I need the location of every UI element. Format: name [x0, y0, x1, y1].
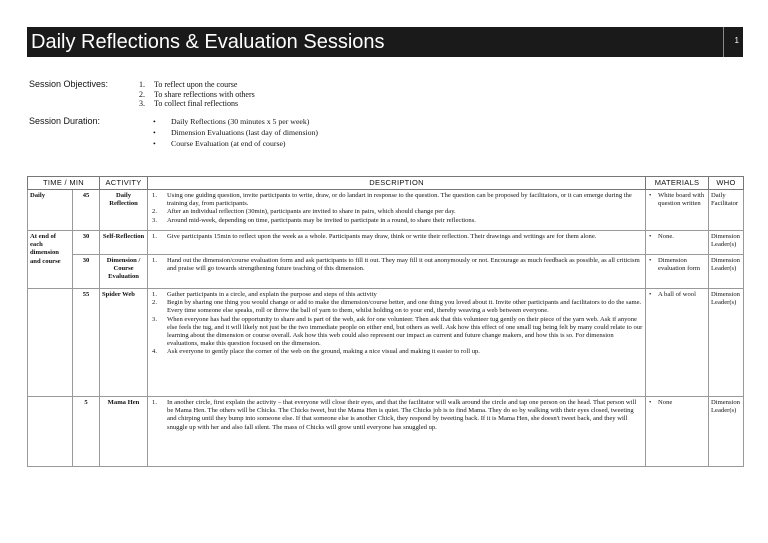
materials-cell [646, 255, 709, 289]
table-header-row [28, 177, 744, 190]
list-item: • None [648, 399, 706, 407]
activity-cell: Mama Hen [100, 397, 148, 467]
table-row [28, 190, 744, 231]
description-cell [148, 289, 646, 397]
description-cell [148, 255, 646, 289]
time-cell [28, 397, 73, 467]
time-cell: At end of each dimension and course [28, 231, 73, 289]
time-cell [28, 289, 73, 397]
activity-cell: Spider Web [100, 289, 148, 397]
col-header-materials: MATERIALS [646, 177, 709, 190]
list-item: 4. Ask everyone to gently place the corner of the web on the ground, making a nice visual and making it easier to roll up. [152, 348, 480, 356]
description-cell [148, 397, 646, 467]
list-item: 3. When everyone has had the opportunity to share and is part of the web, ask for one volunteer. Then ask that this volunteer tug gently on their piece of the yarn web. Ask if anyone else feels the tug, and it will likely not just be the two immediate people on either end, but others as well. Ask how this effect of one small tug being felt by many could relate to our learning about the dimension or course overall. Ask how this web could also represent our impact as current and future change makers, and how this is so. For dimension evaluations, make this question focused on the dimension. [152, 315, 643, 348]
objectives-list [139, 80, 255, 109]
list-item: • Course Evaluation (at end of course) [153, 138, 318, 149]
materials-cell [646, 231, 709, 255]
minutes-cell: 45 [73, 190, 100, 231]
banner-divider [723, 27, 724, 57]
table-row [28, 255, 744, 289]
activity-cell: Dimension / Course Evaluation [100, 255, 148, 289]
materials-cell [646, 397, 709, 467]
materials-cell [646, 190, 709, 231]
list-item: • Daily Reflections (30 minutes x 5 per week) [153, 116, 318, 127]
list-item: 1. Hand out the dimension/course evaluation form and ask participants to fill it out. They may fill it out anonymously or not. Encourage as much feedback as possible, as all criticism and praise will go towards strengthening future teaching of this dimension. [152, 257, 640, 273]
duration-label: Session Duration: [29, 116, 101, 126]
minutes-cell: 30 [73, 255, 100, 289]
col-header-activity: ACTIVITY [100, 177, 148, 190]
col-header-who: WHO [709, 177, 744, 190]
minutes-cell: 55 [73, 289, 100, 397]
who-cell: Dimension Leader(s) [709, 231, 744, 255]
materials-cell [646, 289, 709, 397]
who-cell: Daily Facilitator [709, 190, 744, 231]
list-item: 2. After an individual reflection (30min), participants are invited to share in pairs, which should change per day. [152, 208, 456, 216]
who-cell: Dimension Leader(s) [709, 289, 744, 397]
who-cell: Dimension Leader(s) [709, 255, 744, 289]
objectives-label: Session Objectives: [29, 79, 109, 89]
description-cell [148, 190, 646, 231]
minutes-cell: 5 [73, 397, 100, 467]
time-cell: Daily [28, 190, 73, 231]
title-banner [27, 27, 743, 57]
list-item: 2. To share reflections with others [139, 89, 255, 99]
description-cell [148, 231, 646, 255]
table-row [28, 231, 744, 255]
col-header-time: TIME / MIN [28, 177, 100, 190]
list-item: 1. Give participants 15min to reflect upon the week as a whole. Participants may draw, think or write their reflection. Their drawings and writings are for them alone. [152, 233, 597, 240]
activity-cell: Daily Reflection [100, 190, 148, 231]
list-item: 3. Around mid-week, depending on time, participants may be invited to participate in a round, to share their reflections. [152, 216, 476, 224]
minutes-cell: 30 [73, 231, 100, 255]
table-row [28, 397, 744, 467]
page-number: 1 [734, 36, 739, 45]
list-item: • Dimension evaluation form [648, 257, 706, 273]
list-item: • None. [648, 233, 706, 241]
who-cell: Dimension Leader(s) [709, 397, 744, 467]
session-table [27, 176, 744, 467]
list-item: 1. Using one guiding question, invite participants to write, draw, or do landart in response to the question. The question can be proposed by facilitators, or it can emerge during the training day, from participants. [152, 192, 632, 208]
list-item: 2. Begin by sharing one thing you would change or add to make the dimension/course better, and one thing you loved about it. Invite other participants and facilitators to do the same. Every time someone else speaks, roll or throw the ball of yarn to them, whilst holding on to your end, thereby weaving a web between everyone. [152, 299, 642, 315]
list-item: • Dimension Evaluations (last day of dimension) [153, 127, 318, 138]
table-row [28, 289, 744, 397]
list-item: 1. In another circle, first explain the activity – that everyone will close their eyes, and that the facilitator will walk around the circle and tap one person on the head. That person will be Mama Hen. The others will be Chicks. The Chicks tweet, but the Mama Hen is quiet. The Chicks job is to find Mama. They do so by walking with their eyes closed, tweeting and chirping until they bump into someone else. If that someone else is another Chick, they respond by tweeting back. If it is Mama Hen, she doesn't tweet back, and they will snuggle up with her and also fall silent. The mass of Chicks will grow until everyone has snuggled up. [152, 399, 637, 431]
list-item: 1. To reflect upon the course [139, 80, 238, 89]
page-title: Daily Reflections & Evaluation Sessions [31, 31, 385, 53]
duration-list [153, 116, 318, 149]
list-item: • White board with question written [648, 192, 706, 208]
col-header-description: DESCRIPTION [148, 177, 646, 190]
list-item: 3. To collect final reflections [139, 99, 239, 108]
list-item: • A ball of wool [648, 291, 706, 299]
list-item: 1. Gather participants in a circle, and explain the purpose and steps of this activity [152, 291, 377, 298]
activity-cell: Self-Reflection [100, 231, 148, 255]
